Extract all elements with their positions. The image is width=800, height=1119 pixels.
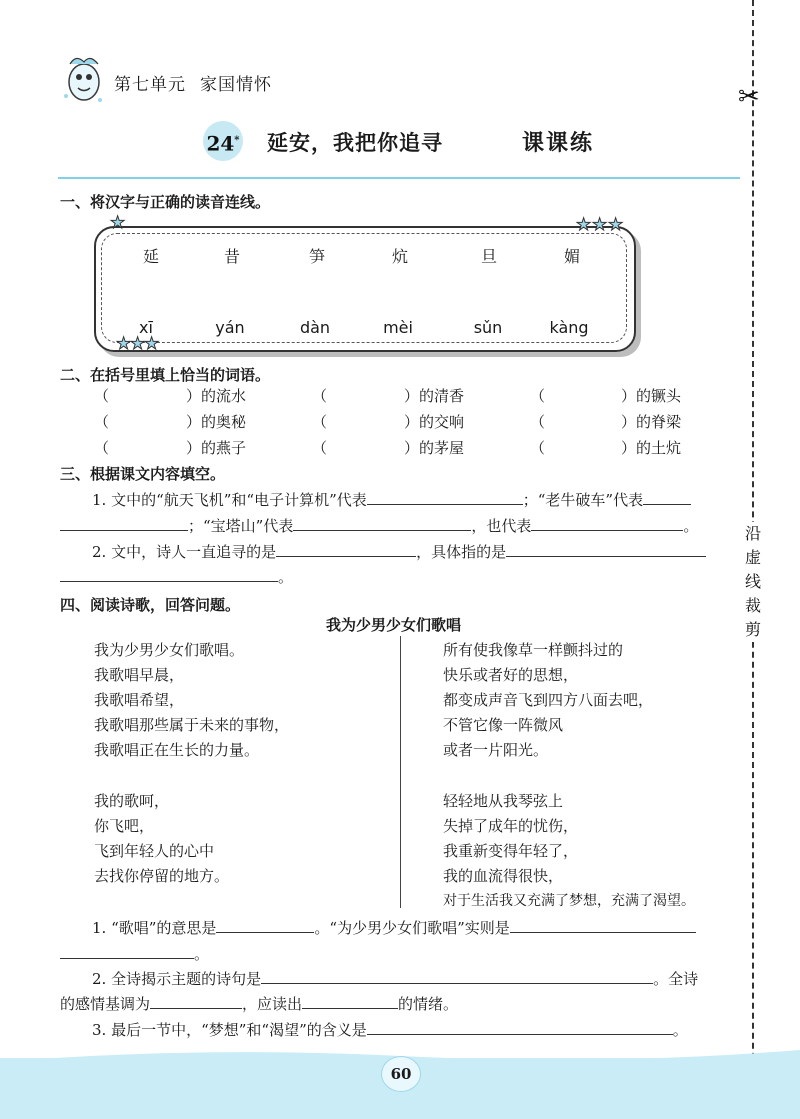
open-paren: （ <box>94 413 110 431</box>
question-4-2-line1: 2. 全诗揭示主题的诗句是 。全诗 <box>92 970 699 988</box>
answer-blank[interactable] <box>60 515 188 531</box>
lesson-number-badge <box>203 121 243 161</box>
answer-blank[interactable] <box>216 917 314 933</box>
pinyin[interactable]: mèi <box>383 318 413 337</box>
pinyin[interactable]: kàng <box>549 318 589 337</box>
poem-line: 我的血流得很快， <box>443 867 564 885</box>
star-icon: ★ <box>144 334 160 354</box>
header-divider <box>58 177 740 179</box>
answer-blank[interactable] <box>293 515 471 531</box>
fill-blank[interactable]: ）的交响 <box>404 413 465 431</box>
practice-label: 课课练 <box>522 131 595 156</box>
poem-line: 轻轻地从我琴弦上 <box>443 792 564 810</box>
lesson-number: 24 <box>206 131 235 156</box>
poem-line: 我重新变得年轻了， <box>443 842 579 860</box>
pinyin[interactable]: dàn <box>299 318 331 337</box>
question-4-3-line1: 3. 最后一节中，“梦想”和“渴望”的含义是 。 <box>92 1021 688 1039</box>
answer-blank[interactable] <box>643 489 691 505</box>
star-icon: ★ <box>130 334 146 354</box>
star-icon: ★ <box>116 334 132 354</box>
cut-label: 沿虚线裁剪 <box>742 522 764 642</box>
unit-theme: 家国情怀 <box>200 75 272 95</box>
open-paren: （ <box>312 413 328 431</box>
question-3-1-line2: ；“宝塔山”代表 ，也代表 。 <box>60 515 698 536</box>
pinyin[interactable]: xī <box>139 318 153 337</box>
scissors-icon: ✂ <box>738 82 760 112</box>
fill-blank[interactable]: ）的燕子 <box>186 439 247 457</box>
star-icon: ★ <box>110 213 126 233</box>
section3-title: 三、根据课文内容填空。 <box>60 465 226 483</box>
poem-line: 不管它像一阵微风 <box>443 716 564 734</box>
question-4-2-line2: 的感情基调为 ，应读出 的情绪。 <box>60 995 459 1013</box>
question-4-1-line1: 1. “歌唱”的意思是 。“为少男少女们歌唱”实则是 <box>92 917 696 938</box>
character[interactable]: 媚 <box>563 247 580 266</box>
answer-blank[interactable] <box>367 1019 673 1035</box>
answer-blank[interactable] <box>276 541 416 557</box>
pinyin[interactable]: sǔn <box>473 318 503 337</box>
star-icon: ★ <box>576 215 592 235</box>
answer-blank[interactable] <box>302 993 398 1009</box>
poem-line: 去找你停留的地方。 <box>94 867 230 885</box>
answer-blank[interactable] <box>261 968 653 984</box>
fill-blank[interactable]: ）的奥秘 <box>186 413 247 431</box>
open-paren: （ <box>530 439 546 457</box>
poem-line: 我为少男少女们歌唱。 <box>94 641 245 659</box>
poem-line: 我歌唱希望， <box>94 691 185 709</box>
fill-blank[interactable]: ）的镢头 <box>621 387 682 405</box>
star-icon: ★ <box>592 215 608 235</box>
question-4-1-line2: 。 <box>60 943 209 964</box>
poem-line: 所有使我像草一样颤抖过的 <box>443 641 624 659</box>
answer-blank[interactable] <box>510 917 696 933</box>
answer-blank[interactable] <box>367 489 523 505</box>
open-paren: （ <box>312 439 328 457</box>
character[interactable]: 笋 <box>308 247 325 266</box>
character[interactable]: 旦 <box>480 247 497 266</box>
fill-blank[interactable]: ）的脊梁 <box>621 413 682 431</box>
pinyin[interactable]: yán <box>215 318 245 337</box>
fill-blank[interactable]: ）的流水 <box>186 387 247 405</box>
answer-blank[interactable] <box>150 993 242 1009</box>
open-paren: （ <box>94 387 110 405</box>
star-icon: ★ <box>608 215 624 235</box>
poem-line: 我歌唱早晨， <box>94 666 185 684</box>
question-3-1-line1: 1. 文中的“航天飞机”和“电子计算机”代表 ；“老牛破车”代表 <box>92 489 691 510</box>
unit-heading <box>114 70 272 95</box>
poem-column-divider <box>400 636 401 908</box>
poem-title: 我为少男少女们歌唱 <box>326 616 462 634</box>
poem-line: 快乐或者好的思想， <box>443 666 579 684</box>
section1-title: 一、将汉字与正确的读音连线。 <box>60 193 271 211</box>
answer-blank[interactable] <box>60 943 194 959</box>
character[interactable]: 炕 <box>391 247 408 266</box>
open-paren: （ <box>530 387 546 405</box>
answer-blank[interactable] <box>506 541 706 557</box>
unit-number: 第七单元 <box>114 75 186 95</box>
poem-line: 我歌唱正在生长的力量。 <box>94 741 260 759</box>
poem-line: 都变成声音飞到四方八面去吧， <box>443 691 654 709</box>
fill-blank[interactable]: ）的茅屋 <box>404 439 465 457</box>
poem-line: 失掉了成年的忧伤， <box>443 817 579 835</box>
character[interactable]: 昔 <box>223 247 240 266</box>
poem-line: 你飞吧， <box>94 817 155 835</box>
fill-blank[interactable]: ）的清香 <box>404 387 465 405</box>
answer-blank[interactable] <box>531 515 683 531</box>
poem-line: 我的歌呵， <box>94 792 170 810</box>
open-paren: （ <box>312 387 328 405</box>
character[interactable]: 延 <box>142 247 159 266</box>
poem-line: 或者一片阳光。 <box>443 741 549 759</box>
answer-blank[interactable] <box>60 566 278 582</box>
lesson-mark: * <box>234 135 240 146</box>
question-3-2-line1: 2. 文中，诗人一直追寻的是 ，具体指的是 <box>92 541 706 562</box>
fill-blank[interactable]: ）的土炕 <box>621 439 682 457</box>
lesson-title: 延安，我把你追寻 <box>267 131 443 155</box>
poem-line: 对于生活我又充满了梦想，充满了渴望。 <box>443 893 695 909</box>
section2-title: 二、在括号里填上恰当的词语。 <box>60 366 271 384</box>
open-paren: （ <box>530 413 546 431</box>
section4-title: 四、阅读诗歌，回答问题。 <box>60 596 241 614</box>
poem-line: 我歌唱那些属于未来的事物， <box>94 716 290 734</box>
page-number: 60 <box>381 1056 421 1092</box>
poem-line: 飞到年轻人的心中 <box>94 842 215 860</box>
question-3-2-line2: 。 <box>60 566 293 587</box>
mascot-icon <box>60 52 106 106</box>
open-paren: （ <box>94 439 110 457</box>
